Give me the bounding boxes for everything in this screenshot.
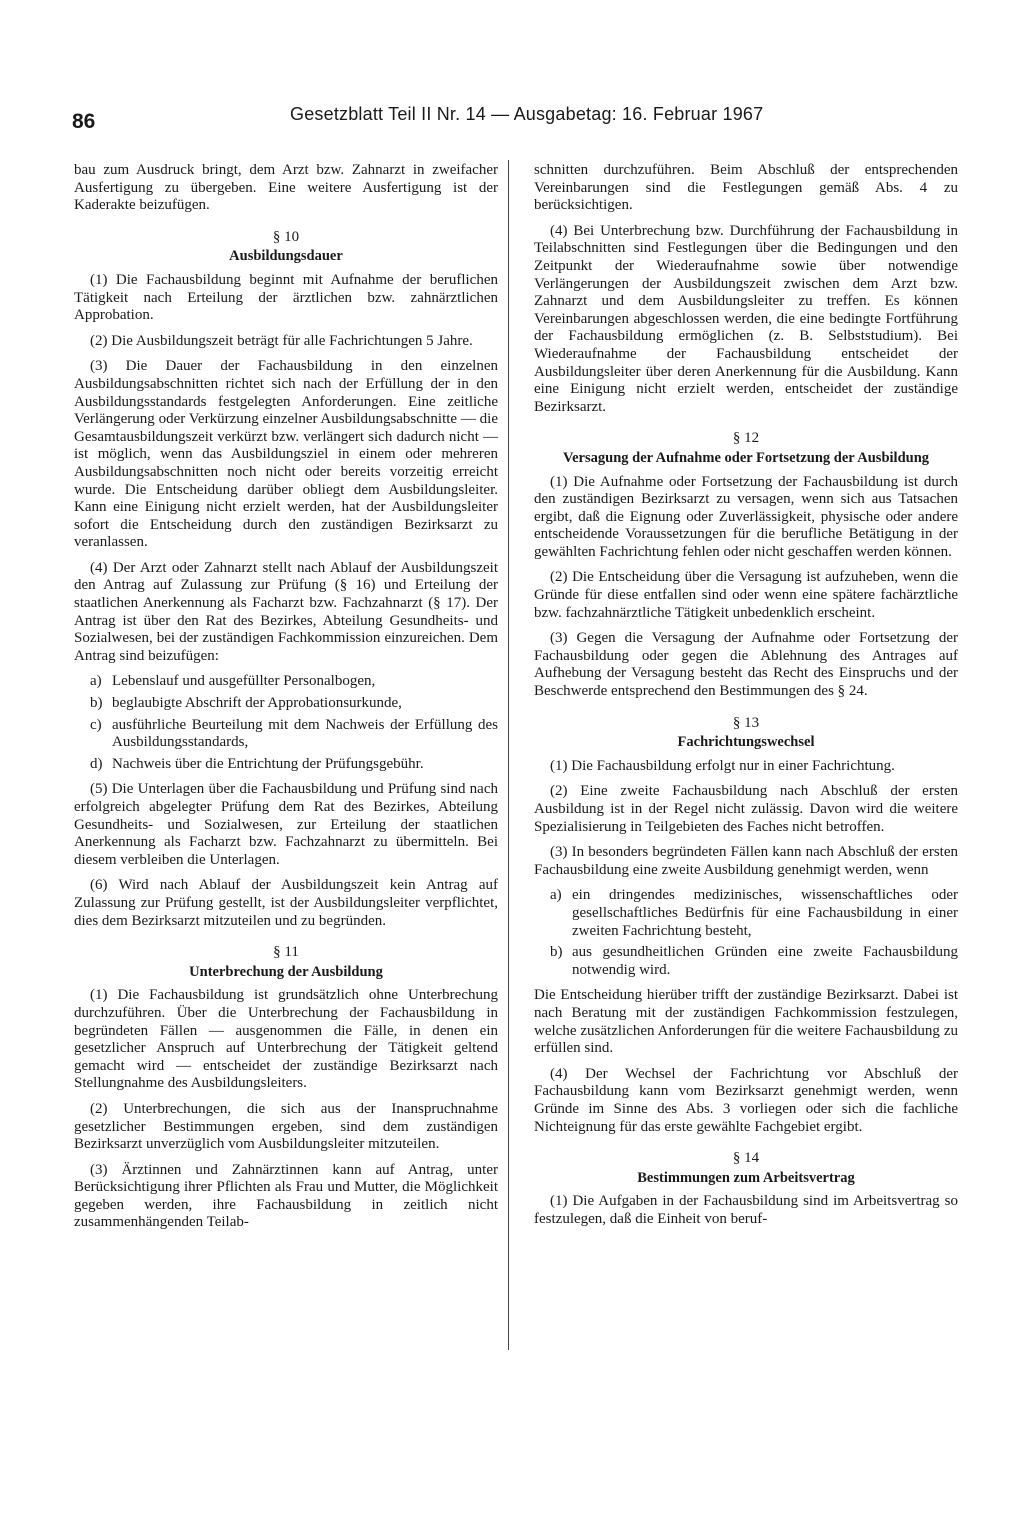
section-title: Ausbildungsdauer xyxy=(229,248,343,265)
paragraph: (1) Die Aufnahme oder Fortsetzung der Fachausbildung ist durch den zuständigen Bezirksarzt zu versagen, wenn sich aus Tatsachen ergibt, daß die Eignung oder Zuverlässigkeit, physische oder andere entscheidende Voraussetzungen für die berufliche Betätigung in der gewählten Fachrichtung fehlen oder nicht geschaffen werden können. xyxy=(534,473,958,560)
paragraph: (5) Die Unterlagen über die Fachausbildung und Prüfung sind nach erfolgreich abgelegter Prüfung dem Rat des Bezirkes, Abteilung Gesundheits- und Sozialwesen, zur Erteilung der staatlichen Anerkennung als Facharzt bzw. Fachzahnarzt zu übermitteln. Bei diesem verbleiben die Unterlagen. xyxy=(74,781,498,868)
paragraph: (1) Die Fachausbildung ist grundsätzlich ohne Unterbrechung durchzuführen. Über die Unterbrechung der Fachausbildung in begründeten Fällen — ausgenommen die Fälle, in denen ein gesetzlicher Anspruch auf Unterbrechung der Tätigkeit geltend gemacht wird — entscheidet der zuständige Bezirksarzt nach Stellungnahme des Ausbildungsleiters. xyxy=(74,987,498,1092)
list-item-label: b) xyxy=(550,944,563,961)
list-item xyxy=(534,887,958,940)
list-item-label: c) xyxy=(90,716,102,733)
list-item xyxy=(74,717,498,752)
enumerated-list xyxy=(534,887,958,979)
list-item-label: d) xyxy=(90,755,103,772)
paragraph: (2) Unterbrechungen, die sich aus der Inanspruchnahme gesetzlicher Bestimmungen ergeben, sind dem zuständigen Bezirksarzt unverzüglich vom Ausbildungsleiter mitzuteilen. xyxy=(74,1100,498,1153)
paragraph: (4) Der Wechsel der Fachrichtung vor Abschluß der Fachausbildung kann vom Bezirksarzt genehmigt werden, wenn Gründe im Sinne des Abs. 3 vorliegen oder sich die fachliche Nichteignung für das erste gewählte Fachgebiet ergibt. xyxy=(534,1065,958,1135)
section-title: Versagung der Aufnahme oder Fortsetzung der Ausbildung xyxy=(562,449,930,466)
list-item-text: ein dringendes medizinisches, wissenschaftliches oder gesellschaftliches Bedürfnis für eine Fachausbildung in einer zweiten Fachrichtung besteht, xyxy=(572,887,958,939)
section-number: § 10 xyxy=(272,228,300,245)
column-divider xyxy=(508,160,509,1350)
right-column xyxy=(534,162,958,1236)
list-item-text: ausführliche Beurteilung mit dem Nachweis der Erfüllung des Ausbildungsstandards, xyxy=(112,716,498,751)
enumerated-list xyxy=(74,673,498,773)
paragraph: (3) Ärztinnen und Zahnärztinnen kann auf Antrag, unter Berücksichtigung ihrer Pflichten als Frau und Mutter, die Möglichkeit gegeben werden, ihre Fachausbildung in zeitlich nicht zusammenhängenden Teilab- xyxy=(74,1161,498,1231)
section-number: § 11 xyxy=(273,944,299,961)
paragraph: (4) Der Arzt oder Zahnarzt stellt nach Ablauf der Ausbildungszeit den Antrag auf Zulassung zur Prüfung (§ 16) und Erteilung der staatlichen Anerkennung als Facharzt bzw. Fachzahnarzt (§ 17). Der Antrag ist über den Rat des Bezirkes, Abteilung Gesundheits- und Sozialwesen, bei der zuständigen Fachkommission einzureichen. Dem Antrag sind beizufügen: xyxy=(74,559,498,664)
paragraph: (3) Gegen die Versagung der Aufnahme oder Fortsetzung der Fachausbildung oder gegen die Ablehnung des Antrages auf Aufhebung der Versagung besteht das Recht des Einspruchs und der Beschwerde entsprechend den Bestimmungen des § 24. xyxy=(534,630,958,700)
list-item xyxy=(74,756,498,774)
list-item xyxy=(74,695,498,713)
page-number: 86 xyxy=(72,110,96,133)
paragraph: (1) Die Aufgaben in der Fachausbildung sind im Arbeitsvertrag so festzulegen, daß die Einheit von beruf- xyxy=(534,1193,958,1227)
paragraph: (3) Die Dauer der Fachausbildung in den einzelnen Ausbildungsabschnitten richtet sich nach der Erfüllung der in den Ausbildungsstandards festgelegten Anforderungen. Eine zeitliche Verlängerung oder Verkürzung einzelner Ausbildungsabschnitte — die Gesamtausbildungszeit verkürzt bzw. verlängert sich dadurch nicht — ist möglich, wenn das Ausbildungsziel in einem oder mehreren Ausbildungsabschnitten noch nicht oder bereits vorzeitig erreicht wurde. Die Entscheidung darüber obliegt dem Ausbildungsleiter. Kann eine Einigung nicht erzielt werden, hat der Ausbildungsleiter sofort die Entscheidung durch den zuständigen Bezirksarzt zu veranlassen. xyxy=(74,358,498,551)
paragraph: (2) Eine zweite Fachausbildung nach Abschluß der ersten Ausbildung ist in der Regel nicht zulässig. Davon wird die weitere Spezialisierung in Teilgebieten des Faches nicht betroffen. xyxy=(534,783,958,835)
paragraph: schnitten durchzuführen. Beim Abschluß der entsprechenden Vereinbarungen sind die Festlegungen gemäß Abs. 4 zu berücksichtigen. xyxy=(534,162,958,214)
paragraph: (1) Die Fachausbildung erfolgt nur in einer Fachrichtung. xyxy=(550,757,895,774)
running-head: Gesetzblatt Teil II Nr. 14 — Ausgabetag: 16. Februar 1967 xyxy=(290,104,764,124)
paragraph: bau zum Ausdruck bringt, dem Arzt bzw. Zahnarzt in zweifacher Ausfertigung zu übergeben. Eine weitere Ausfertigung ist der Kaderakte beizufügen. xyxy=(74,162,498,214)
section-number: § 13 xyxy=(732,714,760,731)
section-title: Fachrichtungswechsel xyxy=(677,734,815,751)
section-number: § 12 xyxy=(732,430,760,447)
list-item-label: a) xyxy=(550,887,562,904)
paragraph: (4) Bei Unterbrechung bzw. Durchführung der Fachausbildung in Teilabschnitten sind Festlegungen über die Bedingungen und den Zeitpunkt der Wiederaufnahme sowie über notwendige Verlängerungen der Ausbildungszeit zwischen dem Arzt bzw. Zahnarzt und dem Ausbildungsleiter zu treffen. Es können Vereinbarungen abgeschlossen werden, die eine bedingte Fortführung der Fachausbildung ermöglichen (z. B. Selbststudium). Bei Wiederaufnahme der Fachausbildung entscheidet der Ausbildungsleiter über deren Anerkennung für die Ausbildung. Kann eine Einigung nicht erzielt werden, entscheidet der zuständige Bezirksarzt. xyxy=(534,222,958,415)
paragraph: (2) Die Ausbildungszeit beträgt für alle Fachrichtungen 5 Jahre. xyxy=(90,332,473,349)
paragraph: (1) Die Fachausbildung beginnt mit Aufnahme der beruflichen Tätigkeit nach Erteilung der ärztlichen bzw. zahnärztlichen Approbation. xyxy=(74,271,498,324)
section-title: Bestimmungen zum Arbeitsvertrag xyxy=(637,1169,855,1186)
paragraph: (6) Wird nach Ablauf der Ausbildungszeit kein Antrag auf Zulassung zur Prüfung gestellt, ist der Ausbildungsleiter verpflichtet, dies dem Bezirksarzt mitzuteilen und zu begründen. xyxy=(74,877,498,929)
page-header xyxy=(72,100,958,140)
paragraph: (3) In besonders begründeten Fällen kann nach Abschluß der ersten Fachausbildung eine zweite Ausbildung genehmigt werden, wenn xyxy=(534,844,958,878)
list-item-label: b) xyxy=(90,695,103,712)
list-item-text: Lebenslauf und ausgefüllter Personalbogen, xyxy=(112,673,376,690)
section-number: § 14 xyxy=(732,1150,760,1167)
section-title: Unterbrechung der Ausbildung xyxy=(189,963,383,980)
list-item xyxy=(74,673,498,691)
left-column xyxy=(74,162,498,1240)
list-item-text: aus gesundheitlichen Gründen eine zweite Fachausbildung notwendig wird. xyxy=(572,944,958,978)
list-item xyxy=(534,944,958,979)
list-item-text: beglaubigte Abschrift der Approbationsurkunde, xyxy=(112,695,402,712)
paragraph: Die Entscheidung hierüber trifft der zuständige Bezirksarzt. Dabei ist nach Beratung mit der zuständigen Fachkommission festzulegen, welche zusätzlichen Anforderungen für die weitere Fachausbildung zu erfüllen sind. xyxy=(534,987,958,1057)
list-item-text: Nachweis über die Entrichtung der Prüfungsgebühr. xyxy=(112,755,424,772)
paragraph: (2) Die Entscheidung über die Versagung ist aufzuheben, wenn die Gründe für diese entfallen sind oder wenn eine spätere fachärztliche bzw. fachzahnärztliche Tätigkeit unbedenklich erscheint. xyxy=(534,569,958,621)
list-item-label: a) xyxy=(90,673,102,690)
